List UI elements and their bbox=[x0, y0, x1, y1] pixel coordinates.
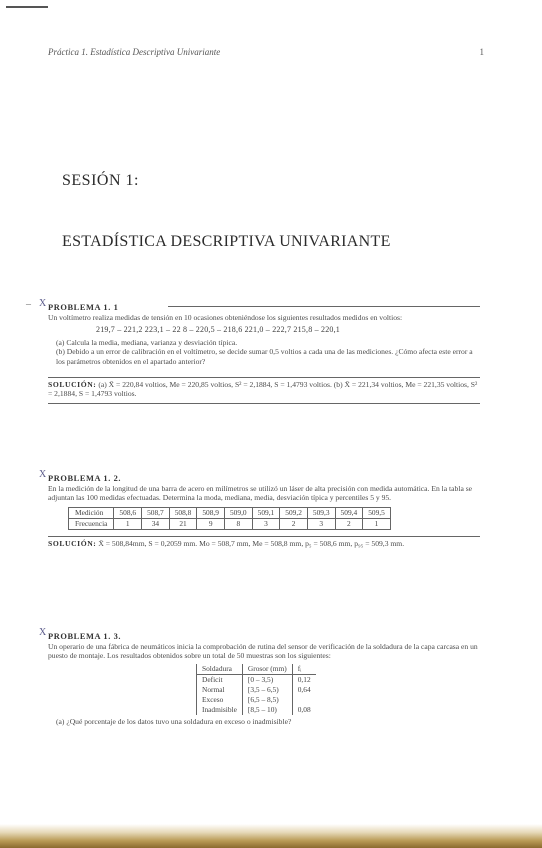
table-cell: Normal bbox=[197, 685, 243, 695]
table-cell: 508,6 bbox=[114, 507, 142, 518]
table-cell: 21 bbox=[169, 518, 197, 529]
table-cell: 1 bbox=[363, 518, 391, 529]
table-cell: 0,12 bbox=[297, 674, 311, 684]
session-title: SESIÓN 1: bbox=[62, 172, 139, 189]
table-row bbox=[197, 674, 316, 685]
table-cell: 3 bbox=[252, 518, 280, 529]
top-edge-mark bbox=[6, 6, 48, 8]
table-row bbox=[69, 518, 391, 529]
problem-3-statement: Un operario de una fábrica de neumáticos inicia la comprobación de rutina del sensor de verificación de la soldadura de la capa carcasa en un puesto de montaje. Los resultados obtenidos sobre un total de 50 muestras son los siguientes: bbox=[48, 641, 478, 661]
problem-1-title: – X PROBLEMA 1. 1 bbox=[48, 303, 480, 313]
table-cell: [3,5 – 6,5) bbox=[242, 685, 292, 695]
page-number: 1 bbox=[479, 47, 484, 57]
table-cell: 509,5 bbox=[363, 507, 391, 518]
problem-1-statement: Un voltímetro realiza medidas de tensión en 10 ocasiones obteniéndose los siguientes resultados medidos en voltios: bbox=[48, 312, 403, 322]
problem-1 bbox=[26, 298, 480, 404]
table-cell: 34 bbox=[142, 518, 170, 529]
running-header bbox=[48, 47, 484, 57]
table-row bbox=[197, 695, 316, 705]
problem-3-item-a: (a) ¿Qué porcentaje de los datos tuvo una soldadura en exceso o inadmisible? bbox=[56, 716, 292, 726]
handwritten-x-mark: X bbox=[39, 298, 47, 309]
divider bbox=[48, 403, 480, 404]
welding-table bbox=[196, 664, 316, 715]
solution-label: SOLUCIÓN: bbox=[48, 538, 97, 548]
table-cell: [6,5 – 8,5) bbox=[242, 695, 292, 705]
problem-2-solution bbox=[48, 539, 480, 549]
page-bottom-edge bbox=[0, 824, 542, 848]
divider bbox=[48, 377, 480, 378]
dash-mark: – bbox=[26, 299, 32, 310]
table-row bbox=[197, 664, 316, 675]
table-cell: 8 bbox=[224, 518, 252, 529]
table-row bbox=[69, 507, 391, 518]
chapter-title: ESTADÍSTICA DESCRIPTIVA UNIVARIANTE bbox=[62, 233, 391, 250]
table-cell: 509,1 bbox=[252, 507, 280, 518]
table-header: fᵢ bbox=[292, 664, 315, 675]
table-cell: 1 bbox=[114, 518, 142, 529]
running-title: Práctica 1. Estadística Descriptiva Univariante bbox=[48, 47, 221, 57]
table-cell: Inadmisible bbox=[197, 705, 243, 715]
solution-label: SOLUCIÓN: bbox=[48, 379, 97, 389]
handwritten-x-mark: X bbox=[39, 627, 47, 638]
problem-2-statement: En la medición de la longitud de una barra de acero en milímetros se utilizó un láser de alta precisión con medida automática. En la tabla se adjuntan las 100 medidas efectuadas. Determina la moda, mediana, media, desviación típica y percentiles 5 y 95. bbox=[48, 483, 473, 503]
table-cell: 2 bbox=[280, 518, 308, 529]
table-cell: [8,5 – 10) bbox=[242, 705, 292, 715]
table-cell: 3 bbox=[307, 518, 335, 529]
solution-text: X̄ = 508,84mm, S = 0,2059 mm. Mo = 508,7 mm, Me = 508,8 mm, p₅ = 508,6 mm, p₉₅ = 509,3 mm. bbox=[98, 538, 405, 548]
table-cell: Exceso bbox=[197, 695, 243, 705]
solution-text: (a) X̄ = 220,84 voltios, Me = 220,85 voltios, S² = 2,1884, S = 1,4793 voltios. (b) X̄ = 221,34 voltios, Me = 221,35 voltios, S² = 2,1884, S = 1,4793 voltios. bbox=[48, 379, 478, 399]
table-cell: 509,3 bbox=[307, 507, 335, 518]
table-cell: 2 bbox=[335, 518, 363, 529]
table-cell: 509,4 bbox=[335, 507, 363, 518]
table-cell bbox=[292, 695, 315, 705]
problem-3-title: X PROBLEMA 1. 3. bbox=[39, 627, 122, 641]
problem-1-item-a: (a) Calcula la media, mediana, varianza y desviación típica. bbox=[56, 337, 238, 347]
table-cell: [0 – 3,5) bbox=[242, 674, 292, 685]
title-rule bbox=[168, 306, 480, 307]
table-header: Medición bbox=[69, 507, 114, 518]
table-cell: Deficit bbox=[197, 674, 243, 685]
table-cell: 508,7 bbox=[142, 507, 170, 518]
table-cell: 508,9 bbox=[197, 507, 225, 518]
problem-1-solution bbox=[48, 380, 480, 399]
frequency-table bbox=[68, 507, 391, 530]
table-cell: 0,64 bbox=[297, 684, 311, 694]
table-cell: 508,8 bbox=[169, 507, 197, 518]
handwritten-x-mark: X bbox=[39, 469, 47, 480]
table-cell: 0,08 bbox=[297, 704, 311, 714]
divider bbox=[48, 536, 480, 537]
table-header: Grosor (mm) bbox=[242, 664, 292, 675]
table-header: Frecuencia bbox=[69, 518, 114, 529]
problem-3 bbox=[39, 627, 480, 726]
table-cell: 509,0 bbox=[224, 507, 252, 518]
table-row bbox=[197, 705, 316, 715]
problem-2 bbox=[39, 469, 480, 548]
table-cell: 509,2 bbox=[280, 507, 308, 518]
problem-1-data-row: 219,7 – 221,2 223,1 – 22 8 – 220,5 – 218,6 221,0 – 222,7 215,8 – 220,1 bbox=[96, 325, 340, 335]
table-header: Soldadura bbox=[197, 664, 243, 675]
table-cell: 9 bbox=[197, 518, 225, 529]
problem-2-title: X PROBLEMA 1. 2. bbox=[39, 469, 122, 483]
problem-1-item-b: (b) Debido a un error de calibración en el voltímetro, se decide sumar 0,5 voltios a cada una de las mediciones. ¿Cómo afecta este error a los parámetros obtenidos en el apartado anterior? bbox=[56, 347, 473, 366]
table-row bbox=[197, 685, 316, 695]
